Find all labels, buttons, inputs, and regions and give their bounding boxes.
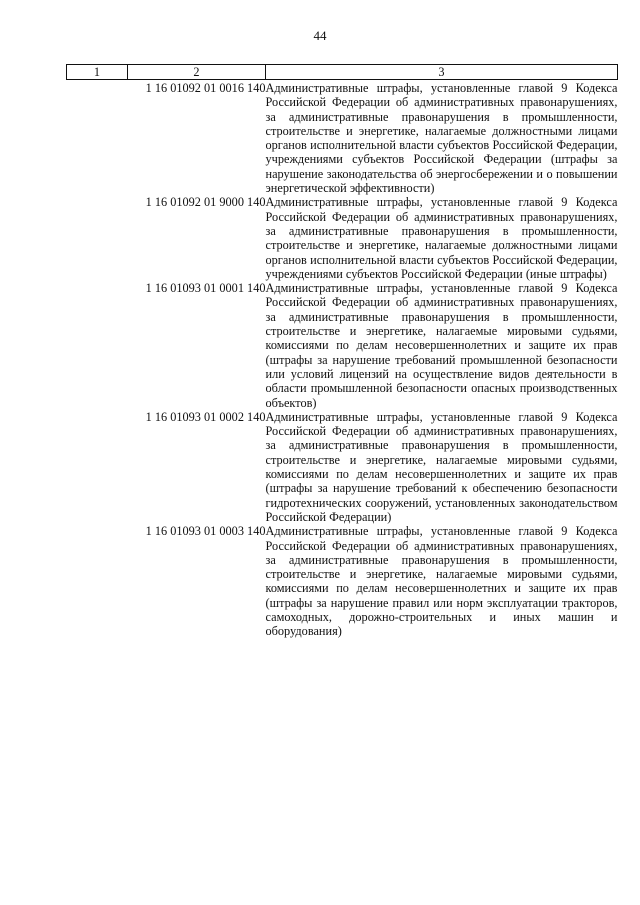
row-col1-cell: [67, 524, 128, 638]
description-cell: Административные штрафы, установленные главой 9 Кодекса Российской Федерации об административных правонарушениях, за административные правонарушения в промышленности, строительстве и энергетике, налагаемые должностными лицами органов исполнительной власти субъектов Российской Федерации, учреждениями субъектов Российской Федерации (штрафы за нарушение законодательства об энергосбережении и о повышении энергетической эффективности): [265, 81, 618, 196]
budget-codes-table: [66, 64, 618, 639]
column-header-1: 1: [67, 65, 128, 80]
table-row: [67, 410, 618, 524]
budget-code-cell: 1 16 01092 01 9000 140: [145, 195, 266, 210]
row-col1-cell: [67, 81, 128, 195]
description-cell: Административные штрафы, установленные главой 9 Кодекса Российской Федерации об административных правонарушениях, за административные правонарушения в промышленности, строительстве и энергетике, налагаемые мировыми судьями, комиссиями по делам несовершеннолетних и защите их прав (штрафы за нарушение правил или норм эксплуатации тракторов, самоходных, дорожно-строительных и иных машин и оборудования): [265, 524, 618, 639]
table-row: [67, 281, 618, 410]
description-cell: Административные штрафы, установленные главой 9 Кодекса Российской Федерации об административных правонарушениях, за административные правонарушения в промышленности, строительстве и энергетике, налагаемые мировыми судьями, комиссиями по делам несовершеннолетних и защите их прав (штрафы за нарушение требований к обеспечению безопасности гидротехнических сооружений, установленных законодательством Российской Федерации): [265, 409, 618, 524]
column-header-2: 2: [128, 65, 266, 80]
description-cell: Административные штрафы, установленные главой 9 Кодекса Российской Федерации об административных правонарушениях, за административные правонарушения в промышленности, строительстве и энергетике, налагаемые должностными лицами органов исполнительной власти субъектов Российской Федерации, учреждениями субъектов Российской Федерации (иные штрафы): [265, 195, 618, 281]
table-row: [67, 195, 618, 281]
budget-code-cell: 1 16 01092 01 0016 140: [145, 81, 266, 95]
table-header: [67, 65, 618, 80]
table-body: [67, 80, 618, 639]
budget-code-cell: 1 16 01093 01 0001 140: [145, 281, 266, 296]
table-row: [67, 524, 618, 638]
table-header-row: [67, 65, 618, 80]
column-header-3: 3: [266, 65, 618, 80]
budget-code-cell: 1 16 01093 01 0002 140: [145, 409, 266, 424]
page-number: 44: [313, 28, 327, 43]
budget-code-cell: 1 16 01093 01 0003 140: [145, 524, 266, 539]
description-cell: Административные штрафы, установленные главой 9 Кодекса Российской Федерации об административных правонарушениях, за административные правонарушения в промышленности, строительстве и энергетике, налагаемые мировыми судьями, комиссиями по делам несовершеннолетних и защите их прав (штрафы за нарушение требований промышленной безопасности или условий лицензий на осуществление видов деятельности в области промышленной безопасности опасных производственных объектов): [265, 281, 618, 410]
row-col1-cell: [67, 281, 128, 410]
row-col1-cell: [67, 410, 128, 524]
row-col1-cell: [67, 195, 128, 281]
table-row: [67, 81, 618, 195]
